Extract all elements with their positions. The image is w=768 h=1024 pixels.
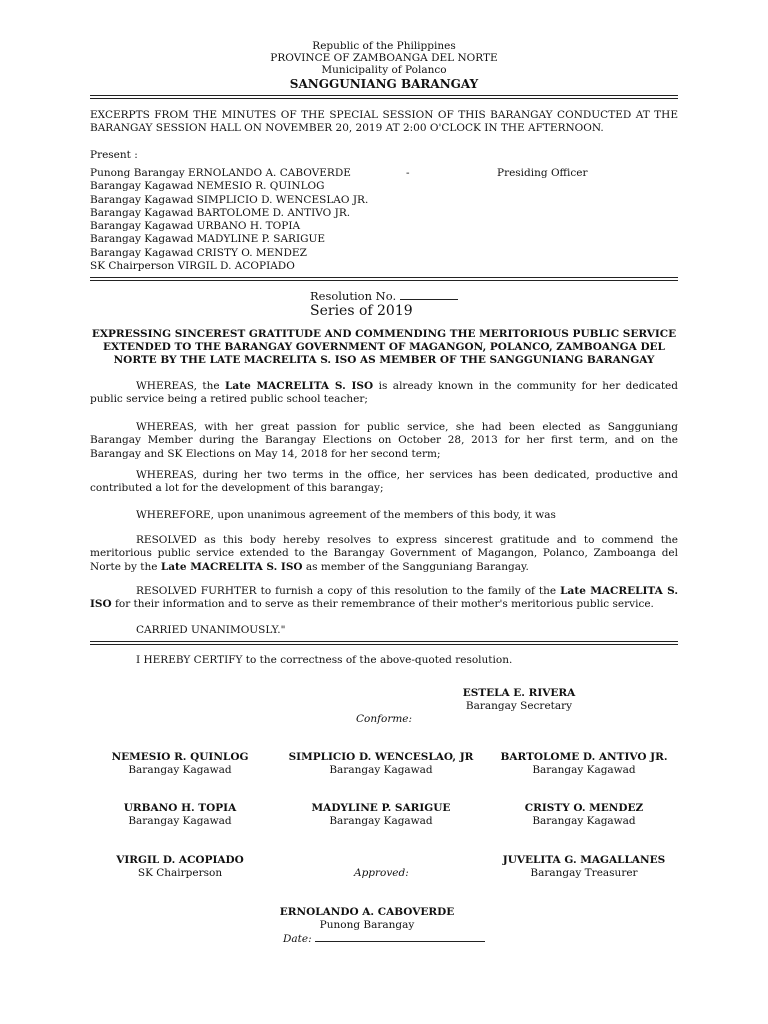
signatory-role-wenceslao: Barangay Kagawad	[329, 764, 433, 776]
header-sangguniang: SANGGUNIANG BARANGAY	[289, 77, 479, 91]
certify-text: I HEREBY CERTIFY to the correctness of the above-quoted resolution.	[136, 654, 513, 666]
signatory-name-sarigue: MADYLINE P. SARIGUE	[311, 802, 451, 814]
late-name: Late MACRELITA S. ISO	[225, 380, 374, 392]
presiding-dash: -	[406, 167, 410, 179]
resolved-paragraph: RESOLVED as this body hereby resolves to express sincerest gratitude and to commend the meritorious public service extended to the Barangay Government of Magangon, Polanco, Zamboanga del Norte by the Late MACRELITA S. ISO as member of the Sangguniang Barangay.	[90, 534, 678, 573]
excerpt-text: EXCERPTS FROM THE MINUTES OF THE SPECIAL SESSION OF THIS BARANGAY CONDUCTED AT THE BARANGAY SESSION HALL ON NOVEMBER 20, 2019 AT 2:00 O'CLOCK IN THE AFTERNOON.	[90, 109, 678, 135]
resolution-number-blank	[400, 289, 458, 300]
whereas-paragraph-2: WHEREAS, with her great passion for public service, she had been elected as Sangguniang Barangay Member during the Barangay Elections on October 28, 2013 for her first term, and on the Barangay and SK Elections on May 14, 2018 for her second term;	[90, 421, 678, 460]
header-rule-top	[90, 95, 678, 96]
signatory-name-acopiado: VIRGIL D. ACOPIADO	[116, 854, 244, 866]
present-member: SK Chairperson VIRGIL D. ACOPIADO	[90, 260, 295, 273]
signatory-role-antivo: Barangay Kagawad	[532, 764, 636, 776]
signatory-role-acopiado: SK Chairperson	[137, 867, 223, 879]
resolution-number	[310, 289, 458, 303]
present-rule-top	[90, 277, 678, 278]
signatory-name-magallanes: JUVELITA G. MAGALLANES	[502, 854, 666, 866]
late-name: Late MACRELITA S. ISO	[90, 585, 678, 611]
present-label: Present :	[90, 149, 138, 161]
body-rule-bottom	[90, 644, 678, 645]
signatory-name-topia: URBANO H. TOPIA	[123, 802, 237, 814]
resolution-number-label: Resolution No.	[310, 289, 397, 303]
punong-barangay-name: ERNOLANDO A. CABOVERDE	[279, 906, 455, 918]
present-member: Barangay Kagawad URBANO H. TOPIA	[90, 220, 301, 233]
present-member: Barangay Kagawad BARTOLOME D. ANTIVO JR.	[90, 206, 351, 219]
wherefore-paragraph: WHEREFORE, upon unanimous agreement of the members of this body, it was	[136, 509, 556, 521]
signatory-name-wenceslao: SIMPLICIO D. WENCESLAO, JR	[288, 751, 474, 763]
approved-label: Approved:	[354, 867, 409, 879]
whereas-paragraph-1: WHEREAS, the Late MACRELITA S. ISO is already known in the community for her dedicated public service being a retired public school teacher;	[90, 380, 678, 406]
header-republic: Republic of the Philippines	[312, 40, 456, 52]
present-member: Barangay Kagawad NEMESIO R. QUINLOG	[90, 180, 325, 193]
present-member: Punong Barangay ERNOLANDO A. CABOVERDE	[90, 167, 351, 179]
body-rule-top	[90, 641, 678, 642]
conforme-label: Conforme:	[356, 713, 413, 725]
present-rule-bottom	[90, 280, 678, 281]
secretary-name: ESTELA E. RIVERA	[462, 687, 576, 699]
header-province: PROVINCE OF ZAMBOANGA DEL NORTE	[270, 52, 498, 64]
signatory-role-mendez: Barangay Kagawad	[532, 815, 636, 827]
header-municipality: Municipality of Polanco	[321, 64, 447, 76]
present-list	[90, 167, 368, 273]
signatory-role-topia: Barangay Kagawad	[128, 815, 232, 827]
present-member: Barangay Kagawad MADYLINE P. SARIGUE	[90, 233, 325, 246]
signatory-name-quinlog: NEMESIO R. QUINLOG	[111, 751, 249, 763]
presiding-officer-label: Presiding Officer	[497, 167, 588, 179]
present-member: Barangay Kagawad SIMPLICIO D. WENCESLAO JR.	[90, 193, 369, 206]
resolution-title: EXPRESSING SINCEREST GRATITUDE AND COMMENDING THE MERITORIOUS PUBLIC SERVICE EXTENDED TO THE BARANGAY GOVERNMENT OF MAGANGON, POLANCO, ZAMBOANGA DEL NORTE BY THE LATE MACRELITA S. ISO AS MEMBER OF THE SANGGUNIANG BARANGAY	[91, 328, 677, 366]
date-label: Date:	[283, 933, 312, 945]
signatory-name-mendez: CRISTY O. MENDEZ	[524, 802, 644, 814]
late-name: Late MACRELITA S. ISO	[160, 560, 303, 573]
present-member: Barangay Kagawad CRISTY O. MENDEZ	[90, 246, 307, 259]
header-rule-bottom	[90, 98, 678, 99]
signatory-role-magallanes: Barangay Treasurer	[530, 867, 638, 879]
secretary-role: Barangay Secretary	[465, 700, 573, 712]
resolved-further-paragraph: RESOLVED FURHTER to furnish a copy of this resolution to the family of the Late MACRELITA S. ISO for their information and to serve as their remembrance of their mother's meritorious public service.	[90, 585, 678, 611]
punong-barangay-role: Punong Barangay	[319, 919, 415, 931]
signatory-name-antivo: BARTOLOME D. ANTIVO JR.	[500, 751, 668, 763]
date-line	[283, 932, 485, 946]
date-blank	[315, 932, 485, 942]
signatory-role-quinlog: Barangay Kagawad	[128, 764, 232, 776]
signatory-role-sarigue: Barangay Kagawad	[329, 815, 433, 827]
resolution-series: Series of 2019	[310, 303, 413, 319]
whereas-paragraph-3: WHEREAS, during her two terms in the office, her services has been dedicated, productive and contributed a lot for the development of this barangay;	[90, 469, 678, 495]
carried-unanimously: CARRIED UNANIMOUSLY."	[136, 624, 286, 636]
